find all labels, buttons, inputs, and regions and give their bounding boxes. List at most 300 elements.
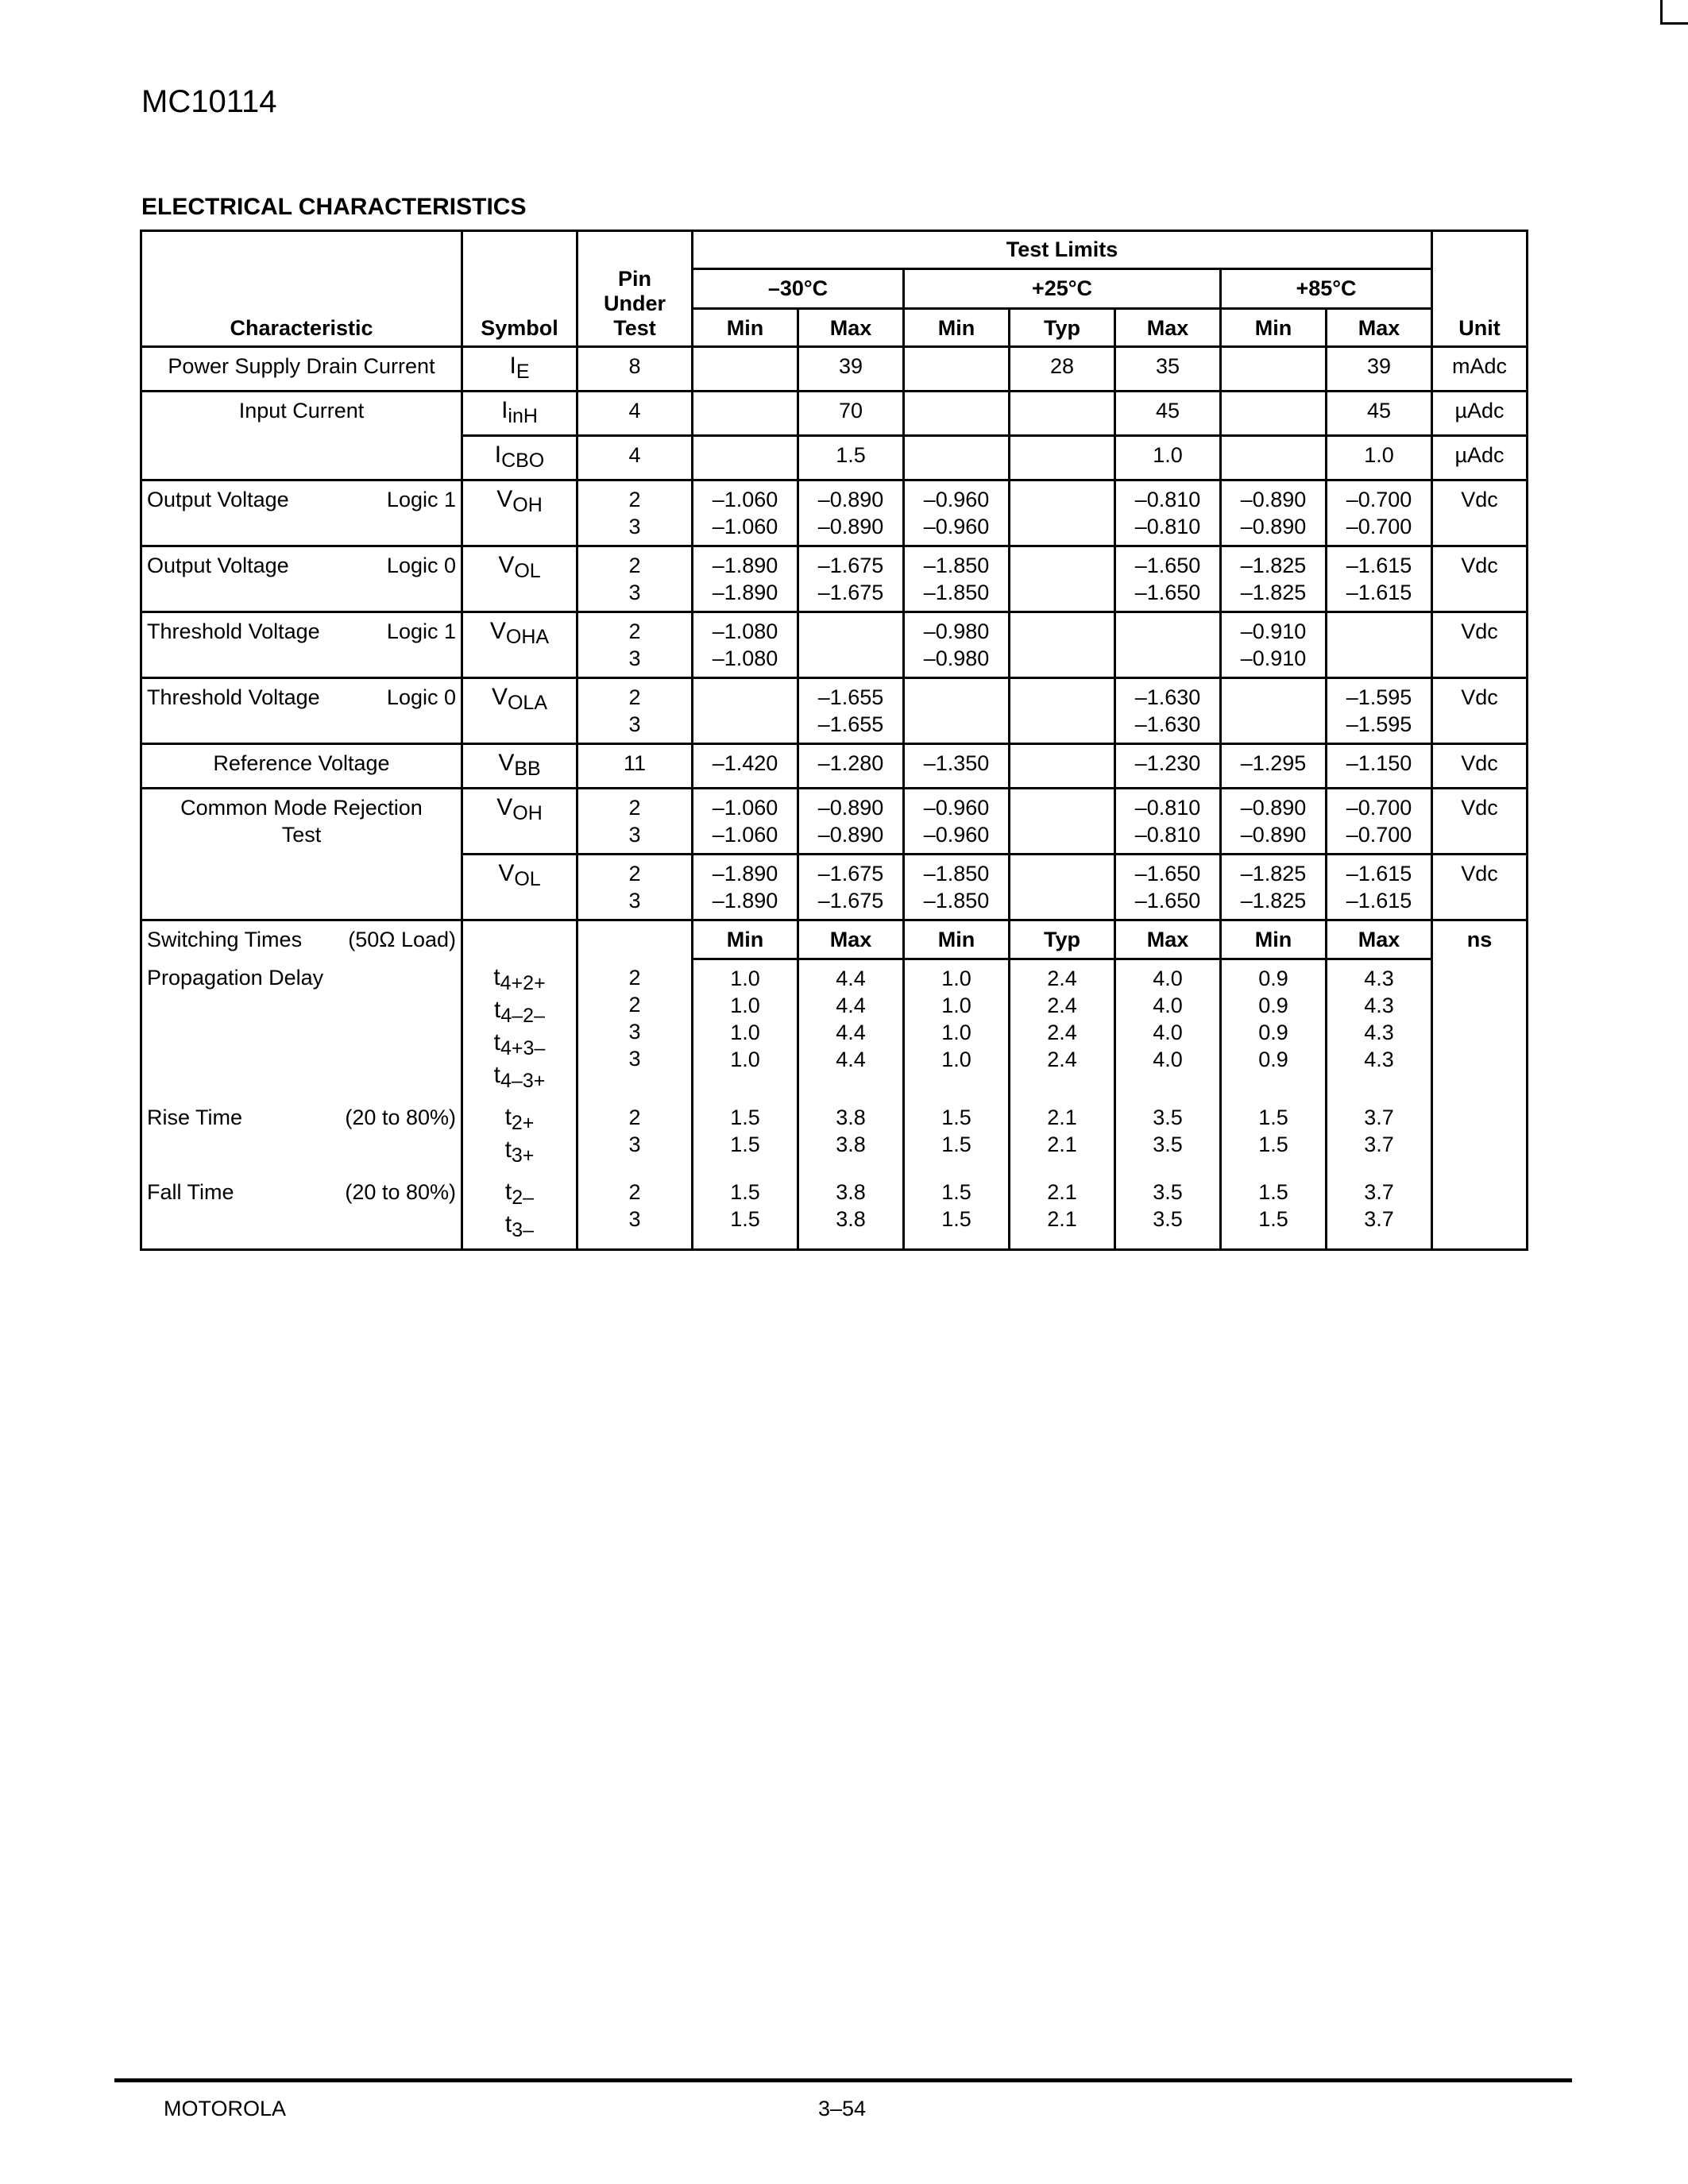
limit-cell [1221, 789, 1327, 855]
table-row [141, 744, 1528, 789]
symbol [468, 1179, 571, 1211]
header-max: Max [798, 309, 904, 347]
limit-value: –0.810 [1134, 796, 1201, 820]
limit-value: 2.1 [1047, 1179, 1077, 1204]
limit-value: –1.650 [1134, 554, 1201, 577]
header-symbol: Symbol [462, 231, 577, 347]
characteristic-label: Fall Time [147, 1179, 234, 1204]
limit-cell [904, 392, 1010, 436]
symbol-subscript: 4–3+ [500, 1069, 546, 1092]
characteristic-label: Threshold Voltage [147, 685, 320, 709]
limit-cell [1327, 1174, 1432, 1250]
limit-value: 4.4 [836, 994, 866, 1017]
limit-cell [1010, 1174, 1115, 1250]
header-pin-line: Under [603, 291, 666, 315]
switching-row [141, 1174, 1528, 1250]
limit-cell [904, 744, 1010, 789]
pin-value: 2 [628, 619, 641, 643]
characteristic-cell [141, 744, 462, 789]
switching-column-header: Min [1221, 920, 1327, 959]
limit-value: 3.5 [1153, 1179, 1183, 1204]
pin-cell [577, 480, 693, 546]
pin-value: 2 [628, 1105, 641, 1129]
pin-cell [577, 546, 693, 612]
symbol-cell [462, 855, 577, 920]
limit-value: –0.960 [923, 823, 990, 847]
symbol-main: V [496, 794, 513, 820]
symbol-cell [462, 1174, 577, 1250]
switching-row [141, 959, 1528, 1099]
limit-value: –0.700 [1346, 823, 1412, 847]
limit-value: 3.8 [836, 1132, 866, 1156]
symbol-main: t [493, 1061, 501, 1088]
limit-value: 1.5 [1258, 1105, 1288, 1129]
unit-cell: Vdc [1432, 678, 1528, 744]
characteristic-label: Input Current [238, 399, 365, 423]
pin-value: 2 [628, 554, 641, 577]
symbol-main: t [494, 996, 501, 1023]
limit-cell [798, 744, 904, 789]
limit-value: –1.280 [817, 751, 884, 775]
limit-value: 1.0 [730, 967, 760, 990]
limit-cell [798, 678, 904, 744]
symbol-main: t [504, 1136, 512, 1163]
symbol-main: t [493, 1028, 501, 1055]
limit-value: –1.295 [1240, 751, 1307, 775]
switching-header-row [141, 920, 1528, 959]
characteristic-label: Rise Time [147, 1105, 243, 1129]
limit-cell [904, 678, 1010, 744]
limit-cell [904, 436, 1010, 480]
symbol-main: V [496, 486, 513, 512]
limit-value: 3.8 [836, 1206, 866, 1231]
symbol-subscript: 3– [512, 1218, 535, 1241]
symbol [468, 1029, 571, 1062]
limit-value: –1.630 [1134, 685, 1201, 709]
limit-cell [798, 959, 904, 1099]
pin-cell [577, 1099, 693, 1174]
limit-value: –1.825 [1240, 862, 1307, 886]
limit-cell [904, 789, 1010, 855]
limit-cell [1010, 959, 1115, 1099]
characteristic-cell [141, 920, 462, 959]
symbol-subscript: OH [512, 494, 543, 516]
limit-cell [693, 959, 798, 1099]
test-condition: Logic 1 [386, 488, 456, 511]
limit-value: –1.850 [923, 862, 990, 886]
limit-value: –1.060 [712, 488, 778, 511]
table-row [141, 789, 1528, 855]
unit-cell: ns [1432, 920, 1528, 1250]
limit-cell [904, 959, 1010, 1099]
limit-value: –1.825 [1240, 889, 1307, 913]
limit-value: –0.700 [1346, 488, 1412, 511]
limit-cell [798, 1174, 904, 1250]
symbol-cell [462, 678, 577, 744]
limit-cell [1327, 392, 1432, 436]
table-row [141, 347, 1528, 392]
limit-value: –1.675 [817, 554, 884, 577]
symbol [468, 964, 571, 997]
symbol-subscript: E [516, 361, 530, 383]
pin-cell [577, 744, 693, 789]
limit-value: –0.910 [1240, 646, 1307, 670]
limit-value: 70 [838, 399, 863, 423]
limit-value: –1.350 [923, 751, 990, 775]
limit-cell [904, 480, 1010, 546]
limit-cell [693, 1099, 798, 1174]
limit-value: –0.960 [923, 796, 990, 820]
limit-value: 4.3 [1364, 1021, 1394, 1044]
switching-column-header: Min [693, 920, 798, 959]
symbol-subscript: 4+2+ [500, 971, 546, 994]
limit-value: 2.4 [1047, 1048, 1077, 1071]
limit-cell [798, 392, 904, 436]
limit-cell [1221, 1099, 1327, 1174]
symbol [468, 997, 571, 1029]
pin-value: 4 [628, 399, 641, 423]
limit-value: –1.890 [712, 554, 778, 577]
limit-value [910, 684, 1003, 711]
limit-value: 0.9 [1258, 994, 1288, 1017]
symbol [498, 750, 541, 780]
limit-cell [1221, 546, 1327, 612]
limit-value: 0.9 [1258, 1021, 1288, 1044]
limit-cell [1221, 855, 1327, 920]
footer-brand: MOTOROLA [164, 2097, 287, 2120]
symbol-subscript: 2– [512, 1186, 535, 1209]
characteristic-cell [141, 959, 462, 1099]
symbol-cell [462, 392, 577, 436]
limit-cell [693, 436, 798, 480]
limit-value: –1.850 [923, 581, 990, 604]
limit-value: –1.630 [1134, 712, 1201, 736]
characteristic-cell [141, 392, 462, 480]
limit-value: 2.1 [1047, 1132, 1077, 1156]
limit-value: 1.5 [730, 1206, 760, 1231]
limit-cell [1327, 612, 1432, 678]
characteristic-label-row [147, 486, 456, 513]
limit-value: 35 [1155, 354, 1180, 378]
limit-value: –1.060 [712, 796, 778, 820]
limit-value: 1.5 [941, 1179, 971, 1204]
characteristic-cell [141, 546, 462, 612]
limit-value [1226, 684, 1320, 711]
limit-value: –1.595 [1346, 712, 1412, 736]
limit-value [1015, 618, 1109, 645]
symbol [496, 794, 543, 824]
document-id: MC10114 [141, 84, 277, 119]
limit-value: –1.595 [1346, 685, 1412, 709]
symbol [494, 442, 545, 472]
limit-value: 4.4 [836, 1048, 866, 1071]
limit-value: –1.080 [712, 646, 778, 670]
unit-cell: mAdc [1432, 347, 1528, 392]
limit-cell [1010, 1099, 1115, 1174]
limit-value: –1.615 [1346, 889, 1412, 913]
limit-cell [1327, 347, 1432, 392]
limit-value: –1.675 [817, 581, 884, 604]
pin-value: 3 [628, 515, 641, 538]
limit-cell [1327, 546, 1432, 612]
header-temp-plus85: +85°C [1221, 269, 1432, 309]
limit-cell [1221, 744, 1327, 789]
characteristic-label: Propagation Delay [147, 965, 324, 990]
pin-value: 3 [628, 581, 641, 604]
symbol-main: I [509, 353, 516, 379]
limit-value: –1.890 [712, 862, 778, 886]
limit-value: 2.4 [1047, 967, 1077, 990]
pin-cell [577, 920, 693, 959]
limit-cell [1115, 480, 1221, 546]
limit-cell [1115, 1174, 1221, 1250]
characteristic-label-row [147, 618, 456, 645]
test-condition: Logic 0 [386, 554, 456, 577]
limit-value: –1.655 [817, 685, 884, 709]
limit-cell [798, 1099, 904, 1174]
pin-cell [577, 436, 693, 480]
limit-value: 1.0 [730, 1048, 760, 1071]
unit-cell: Vdc [1432, 612, 1528, 678]
characteristic-cell [141, 480, 462, 546]
footer-rule [114, 2078, 1572, 2082]
limit-value [804, 645, 898, 672]
symbol [468, 1062, 571, 1094]
header-pin-under-test [577, 231, 693, 347]
limit-cell [1221, 436, 1327, 480]
symbol-subscript: BB [514, 758, 541, 780]
limit-value [1332, 618, 1426, 645]
limit-cell [904, 612, 1010, 678]
characteristic-label: Threshold Voltage [147, 619, 320, 643]
limit-value: –0.890 [1240, 515, 1307, 538]
symbol-main: t [493, 963, 500, 990]
header-pin-line: Pin [617, 267, 651, 291]
limit-cell [798, 612, 904, 678]
limit-cell [1010, 436, 1115, 480]
limit-cell [1010, 392, 1115, 436]
symbol-subscript: 4+3– [500, 1036, 546, 1059]
limit-value: 28 [1049, 354, 1075, 378]
symbol [498, 552, 541, 582]
pin-cell [577, 612, 693, 678]
header-max: Max [1115, 309, 1221, 347]
limit-cell [1221, 392, 1327, 436]
limit-value [1015, 794, 1109, 821]
symbol-main: I [494, 442, 502, 468]
limit-value: –1.850 [923, 554, 990, 577]
pin-value: 2 [628, 992, 641, 1017]
unit-cell: Vdc [1432, 744, 1528, 789]
symbol-main: V [498, 750, 515, 776]
limit-value: –1.650 [1134, 581, 1201, 604]
symbol [496, 486, 543, 516]
limit-value: 1.5 [730, 1179, 760, 1204]
limit-value: –0.890 [817, 796, 884, 820]
limit-value: 0.9 [1258, 967, 1288, 990]
switching-column-header: Max [1327, 920, 1432, 959]
characteristic-label: Output Voltage [147, 488, 289, 511]
limit-value: 1.0 [1364, 443, 1394, 467]
section-title: ELECTRICAL CHARACTERISTICS [141, 194, 527, 220]
limit-cell [1115, 436, 1221, 480]
table-row [141, 392, 1528, 436]
limit-value: –0.890 [817, 515, 884, 538]
test-condition: (20 to 80%) [345, 1179, 456, 1204]
limit-value: 4.3 [1364, 1048, 1394, 1071]
limit-value: –0.980 [923, 646, 990, 670]
symbol-subscript: 3+ [511, 1144, 535, 1167]
limit-value: 1.5 [941, 1206, 971, 1231]
limit-value: 2.1 [1047, 1105, 1077, 1129]
footer-page-number: 3–54 [818, 2097, 867, 2120]
header-pin-line: Test [613, 316, 656, 340]
limit-value: 3.5 [1153, 1105, 1183, 1129]
limit-cell [1327, 959, 1432, 1099]
limit-cell [798, 436, 904, 480]
limit-value: 39 [838, 354, 863, 378]
limit-value: –1.655 [817, 712, 884, 736]
limit-value: –1.650 [1134, 889, 1201, 913]
symbol-main: V [498, 552, 515, 578]
limit-value [1121, 618, 1215, 645]
limit-cell [693, 855, 798, 920]
limit-value: 45 [1366, 399, 1392, 423]
header-typ: Typ [1010, 309, 1115, 347]
limit-value: –0.890 [817, 823, 884, 847]
limit-cell [693, 744, 798, 789]
limit-value [1015, 887, 1109, 914]
table-row [141, 480, 1528, 546]
limit-value: –1.650 [1134, 862, 1201, 886]
limit-cell [1221, 959, 1327, 1099]
limit-value [1332, 645, 1426, 672]
limit-cell [1327, 480, 1432, 546]
limit-cell [693, 678, 798, 744]
limit-value: 3.7 [1364, 1105, 1394, 1129]
limit-value: 4.3 [1364, 994, 1394, 1017]
limit-value [1015, 684, 1109, 711]
pin-value: 3 [628, 823, 641, 847]
limit-value: 4.0 [1153, 967, 1183, 990]
pin-cell [577, 1174, 693, 1250]
characteristic-label-row [147, 552, 456, 579]
crop-mark [1660, 0, 1688, 25]
limit-cell [904, 546, 1010, 612]
characteristic-label: Switching Times [147, 928, 303, 951]
limit-value: –0.810 [1134, 488, 1201, 511]
limit-value: 1.0 [1153, 443, 1183, 467]
pin-value: 3 [628, 1132, 641, 1156]
limit-value: 1.5 [941, 1132, 971, 1156]
characteristic-label: Power Supply Drain Current [168, 354, 435, 378]
limit-value: 3.5 [1153, 1206, 1183, 1231]
limit-value [804, 618, 898, 645]
limit-cell [1115, 855, 1221, 920]
unit-cell: Vdc [1432, 546, 1528, 612]
limit-cell [693, 347, 798, 392]
limit-value [698, 684, 792, 711]
header-max: Max [1327, 309, 1432, 347]
limit-value: –0.890 [817, 488, 884, 511]
unit-cell: Vdc [1432, 855, 1528, 920]
limit-cell [693, 480, 798, 546]
header-temp-minus30: –30°C [693, 269, 904, 309]
characteristic-label: Output Voltage [147, 554, 289, 577]
limit-value [1015, 645, 1109, 672]
symbol-main: t [504, 1178, 512, 1205]
characteristic-label-row [147, 684, 456, 711]
limit-cell [1010, 744, 1115, 789]
pin-value: 3 [628, 1206, 641, 1231]
limit-value [1015, 821, 1109, 848]
symbol [468, 1136, 571, 1169]
symbol-subscript: OL [514, 868, 541, 890]
limit-value: –1.675 [817, 889, 884, 913]
limit-value [1015, 860, 1109, 887]
symbol-main: t [504, 1210, 512, 1237]
pin-value: 2 [628, 1179, 641, 1204]
symbol [509, 353, 530, 383]
pin-value: 2 [628, 965, 641, 990]
header-min: Min [1221, 309, 1327, 347]
limit-value: –1.080 [712, 619, 778, 643]
limit-value: 4.3 [1364, 967, 1394, 990]
limit-value: 3.5 [1153, 1132, 1183, 1156]
limit-cell [1115, 1099, 1221, 1174]
characteristic-cell [141, 1174, 462, 1250]
limit-value: –0.700 [1346, 796, 1412, 820]
limit-value: 1.5 [730, 1105, 760, 1129]
limit-cell [904, 1174, 1010, 1250]
pin-cell [577, 347, 693, 392]
symbol [489, 618, 550, 648]
limit-value: –0.890 [1240, 796, 1307, 820]
limit-value: –1.890 [712, 581, 778, 604]
pin-cell [577, 959, 693, 1099]
limit-value: –1.150 [1346, 751, 1412, 775]
limit-cell [904, 855, 1010, 920]
limit-value: 1.0 [941, 1021, 971, 1044]
pin-value: 3 [628, 889, 641, 913]
symbol-subscript: 2+ [511, 1111, 535, 1134]
limit-value: 0.9 [1258, 1048, 1288, 1071]
characteristic-cell [141, 678, 462, 744]
limit-cell [1115, 678, 1221, 744]
limit-value: 4.4 [836, 1021, 866, 1044]
limit-value: 39 [1366, 354, 1392, 378]
limit-value: –1.230 [1134, 751, 1201, 775]
symbol-cell [462, 744, 577, 789]
limit-value: 45 [1155, 399, 1180, 423]
characteristic-label: Test [281, 823, 322, 847]
limit-cell [1010, 678, 1115, 744]
limit-value: –1.825 [1240, 581, 1307, 604]
limit-cell [904, 347, 1010, 392]
limit-cell [1221, 480, 1327, 546]
header-test-limits: Test Limits [693, 231, 1432, 269]
characteristic-cell [141, 347, 462, 392]
pin-cell [577, 789, 693, 855]
pin-value: 2 [628, 862, 641, 886]
limit-cell [693, 392, 798, 436]
pin-value: 11 [623, 751, 647, 775]
limit-cell [1327, 1099, 1432, 1174]
limit-value: –0.910 [1240, 619, 1307, 643]
symbol-main: V [498, 860, 515, 886]
limit-cell [798, 347, 904, 392]
pin-value: 3 [628, 646, 641, 670]
